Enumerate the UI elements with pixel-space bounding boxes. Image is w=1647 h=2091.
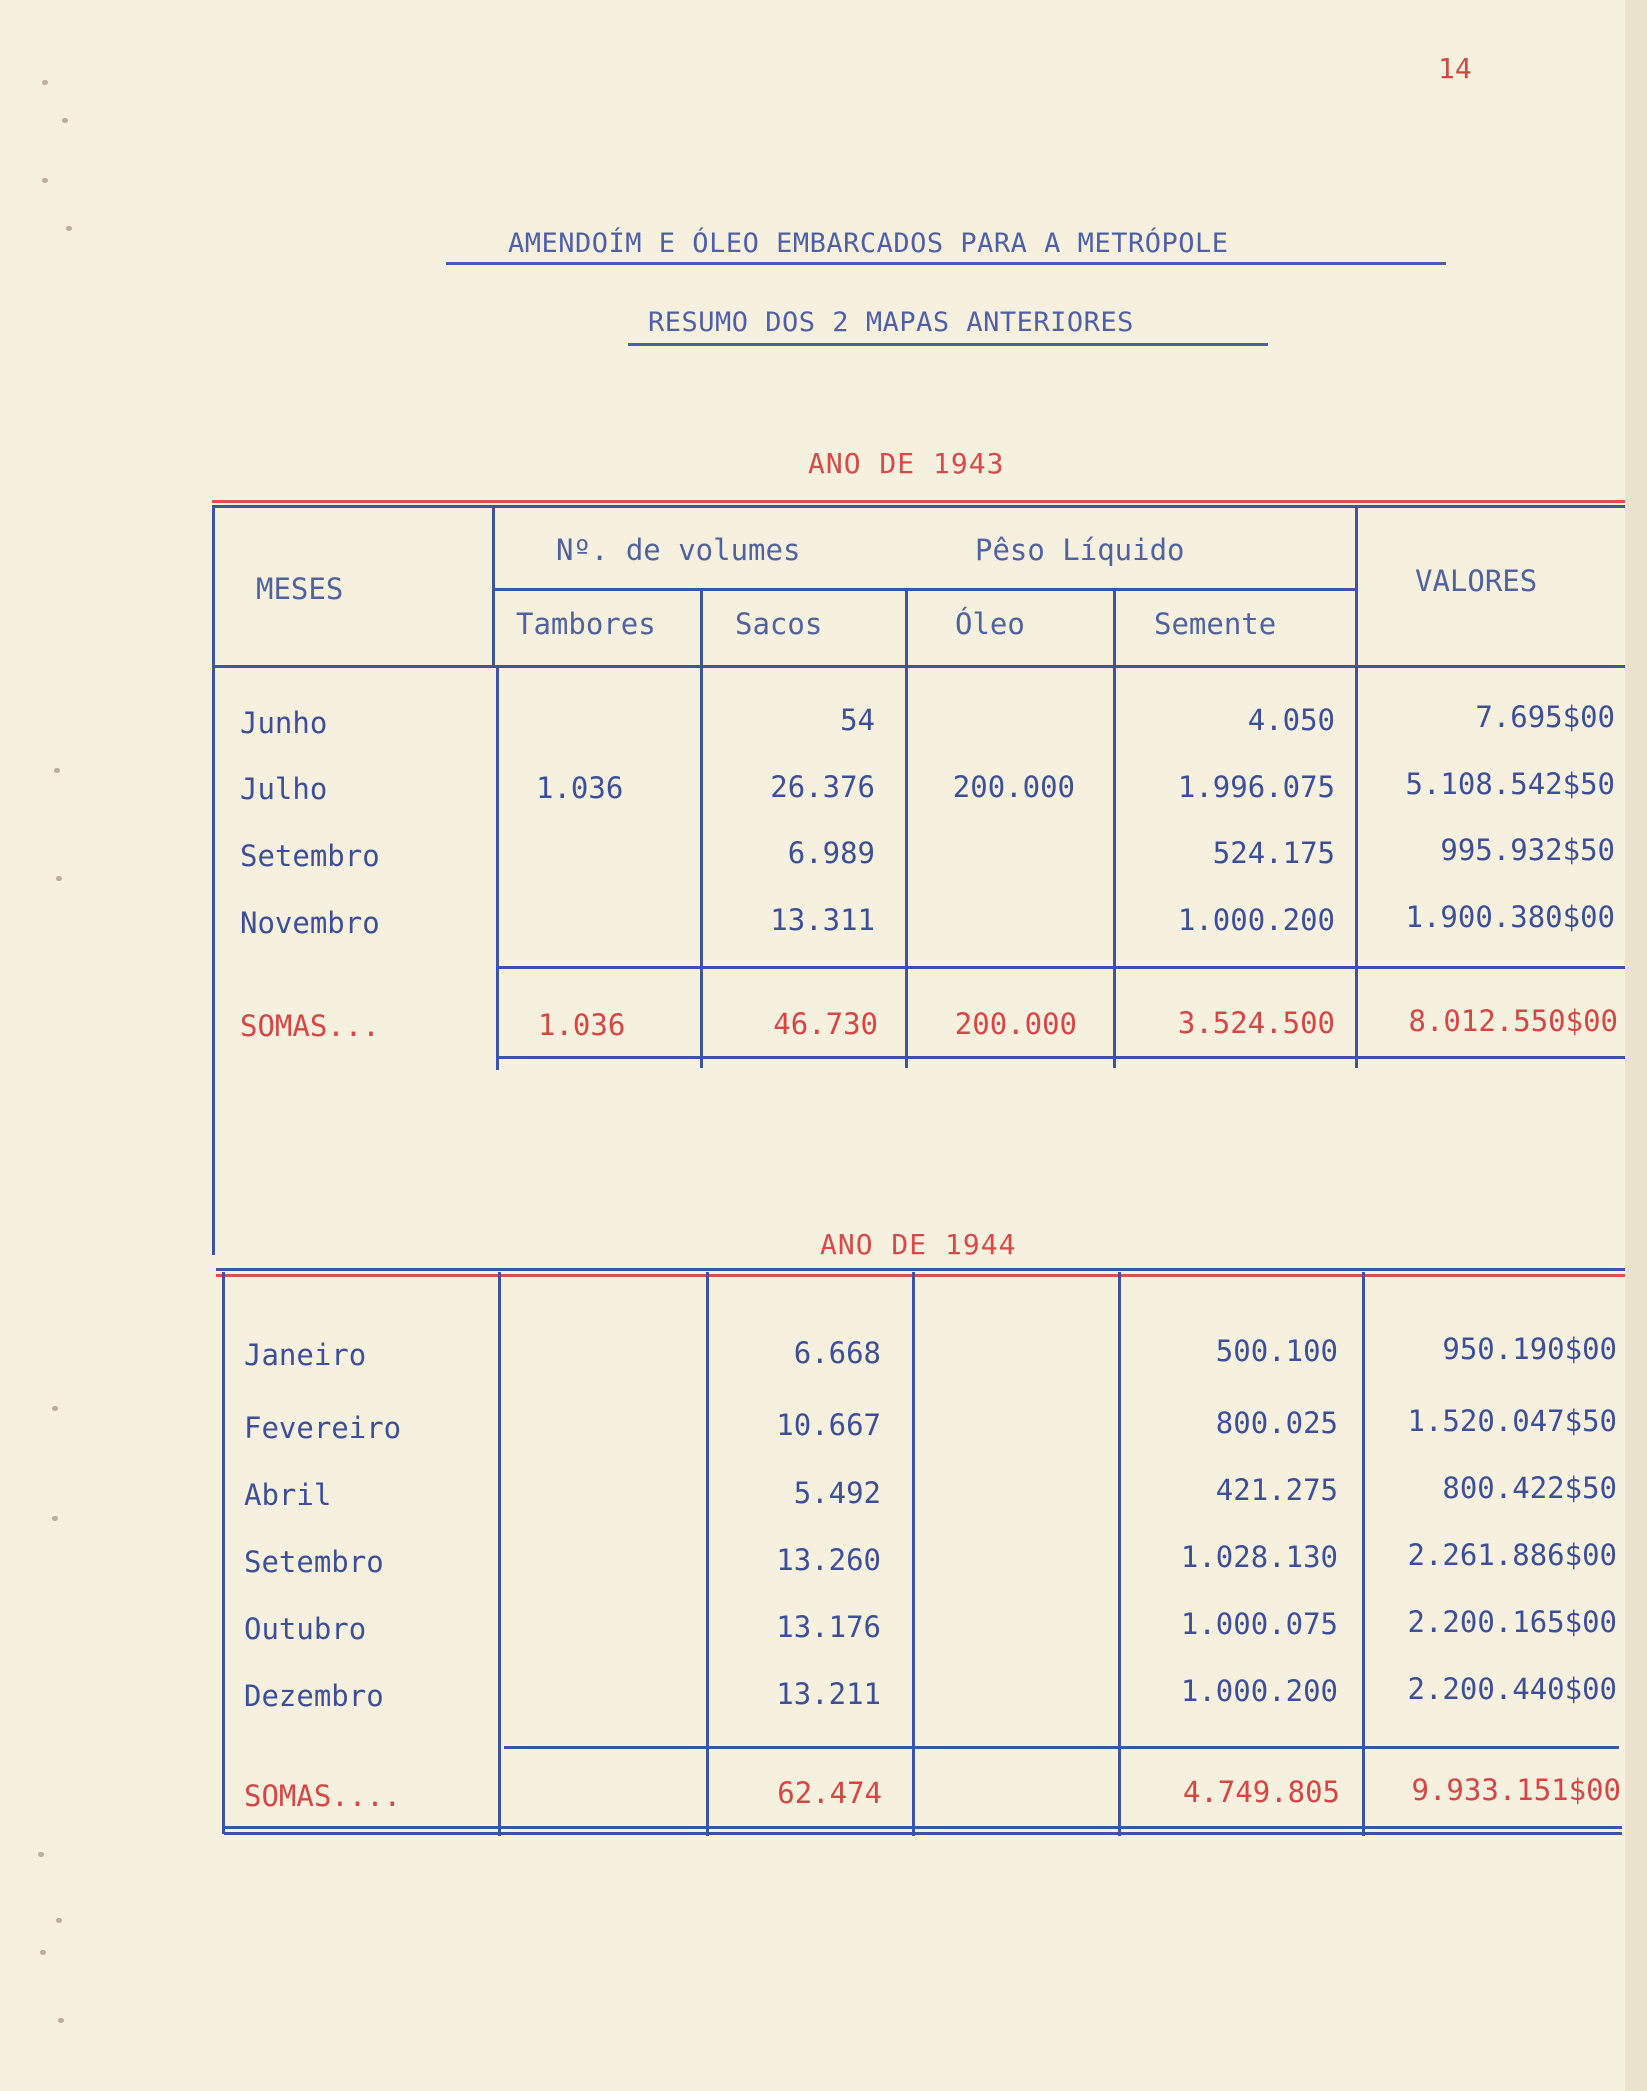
- valores-cell: 1.520.047$50: [1407, 1404, 1617, 1438]
- subtitle-underline: [628, 343, 1268, 346]
- tambores-cell: 1.036: [536, 771, 624, 805]
- month-cell: Setembro: [240, 839, 380, 873]
- month-cell: Outubro: [244, 1612, 367, 1646]
- sacos-cell: 54: [840, 703, 875, 737]
- header-tambores: Tambores: [516, 607, 656, 641]
- semente-cell: 1.000.075: [1180, 1607, 1338, 1641]
- month-cell: Janeiro: [244, 1338, 367, 1372]
- document-subtitle: RESUMO DOS 2 MAPAS ANTERIORES: [648, 307, 1134, 338]
- header-volumes: Nº. de volumes: [556, 533, 801, 567]
- month-cell: Junho: [240, 706, 328, 740]
- table-bottom-rule: [496, 1056, 1625, 1059]
- header-sacos: Sacos: [735, 607, 823, 641]
- valores-cell: 995.932$50: [1440, 833, 1615, 867]
- semente-cell: 1.996.075: [1177, 770, 1335, 804]
- month-cell: Dezembro: [244, 1679, 384, 1713]
- month-cell: Abril: [244, 1478, 332, 1512]
- column-divider: [496, 665, 499, 1070]
- margin-speck: [38, 1852, 44, 1857]
- valores-cell: 2.200.165$00: [1407, 1605, 1617, 1639]
- totals-tambores: 1.036: [538, 1008, 626, 1042]
- totals-oleo: 200.000: [954, 1007, 1077, 1041]
- semente-cell: 421.275: [1215, 1473, 1338, 1507]
- header-oleo: Óleo: [955, 607, 1025, 641]
- margin-speck: [52, 1516, 58, 1521]
- margin-speck: [54, 768, 60, 773]
- sacos-cell: 6.668: [793, 1336, 881, 1370]
- sacos-cell: 6.989: [787, 836, 875, 870]
- semente-cell: 1.028.130: [1180, 1540, 1338, 1574]
- margin-speck: [66, 226, 72, 231]
- month-cell: Setembro: [244, 1545, 384, 1579]
- valores-cell: 800.422$50: [1442, 1471, 1617, 1505]
- semente-cell: 800.025: [1215, 1406, 1338, 1440]
- valores-cell: 5.108.542$50: [1405, 767, 1615, 801]
- valores-cell: 2.261.886$00: [1407, 1538, 1617, 1572]
- table-top-red-rule: [212, 500, 1625, 503]
- title-underline: [446, 262, 1446, 265]
- column-divider: [1113, 590, 1116, 1068]
- year-1943-heading: ANO DE 1943: [808, 447, 1005, 480]
- semente-cell: 500.100: [1215, 1334, 1338, 1368]
- sacos-cell: 13.211: [776, 1677, 881, 1711]
- totals-semente: 3.524.500: [1177, 1006, 1335, 1040]
- column-divider: [1355, 505, 1358, 1068]
- totals-top-rule: [504, 1746, 1619, 1749]
- totals-valores: 8.012.550$00: [1408, 1004, 1618, 1038]
- margin-speck: [42, 178, 48, 183]
- page-number: 14: [1438, 52, 1472, 85]
- year-1944-heading: ANO DE 1944: [820, 1228, 1017, 1261]
- month-cell: Fevereiro: [244, 1411, 402, 1445]
- margin-speck: [56, 1918, 62, 1923]
- margin-speck: [56, 876, 62, 881]
- sacos-cell: 13.176: [776, 1610, 881, 1644]
- table-top-red-rule: [216, 1274, 1625, 1277]
- totals-valores: 9.933.151$00: [1411, 1773, 1621, 1807]
- margin-speck: [42, 80, 48, 85]
- valores-cell: 1.900.380$00: [1405, 900, 1615, 934]
- table-bottom-rule: [224, 1826, 1622, 1829]
- margin-speck: [52, 1406, 58, 1411]
- column-divider: [492, 505, 495, 667]
- month-cell: Novembro: [240, 906, 380, 940]
- header-meses: MESES: [256, 572, 344, 606]
- header-semente: Semente: [1154, 607, 1277, 641]
- sacos-cell: 26.376: [770, 770, 875, 804]
- header-valores: VALORES: [1415, 564, 1538, 598]
- table-bottom-double-rule: [224, 1832, 1622, 1835]
- column-divider: [912, 1272, 915, 1836]
- header-peso: Pêso Líquido: [975, 533, 1185, 567]
- sacos-cell: 10.667: [776, 1408, 881, 1442]
- header-bottom-rule: [212, 665, 1625, 668]
- table-left-border: [222, 1272, 225, 1834]
- totals-sacos: 46.730: [773, 1007, 878, 1041]
- column-divider: [498, 1272, 501, 1836]
- table-left-border: [212, 505, 215, 1255]
- sacos-cell: 13.260: [776, 1543, 881, 1577]
- semente-cell: 524.175: [1212, 836, 1335, 870]
- margin-speck: [40, 1950, 46, 1955]
- semente-cell: 1.000.200: [1180, 1674, 1338, 1708]
- sacos-cell: 13.311: [770, 903, 875, 937]
- sacos-cell: 5.492: [793, 1476, 881, 1510]
- header-split-rule: [492, 588, 1357, 591]
- semente-cell: 1.000.200: [1177, 903, 1335, 937]
- column-divider: [700, 590, 703, 1068]
- table-top-rule: [212, 505, 1625, 508]
- document-title: AMENDOÍM E ÓLEO EMBARCADOS PARA A METRÓPOLE: [508, 228, 1229, 259]
- table-top-rule: [216, 1268, 1625, 1271]
- totals-top-rule: [496, 966, 1625, 969]
- semente-cell: 4.050: [1247, 703, 1335, 737]
- totals-sacos: 62.474: [777, 1776, 882, 1810]
- valores-cell: 7.695$00: [1475, 700, 1615, 734]
- valores-cell: 2.200.440$00: [1407, 1672, 1617, 1706]
- column-divider: [905, 590, 908, 1068]
- page-edge: [1625, 0, 1647, 2091]
- margin-speck: [58, 2018, 64, 2023]
- totals-label: SOMAS...: [240, 1009, 380, 1043]
- month-cell: Julho: [240, 772, 328, 806]
- totals-semente: 4.749.805: [1182, 1775, 1340, 1809]
- oleo-cell: 200.000: [952, 770, 1075, 804]
- totals-label: SOMAS....: [244, 1779, 402, 1813]
- margin-speck: [62, 118, 68, 123]
- valores-cell: 950.190$00: [1442, 1332, 1617, 1366]
